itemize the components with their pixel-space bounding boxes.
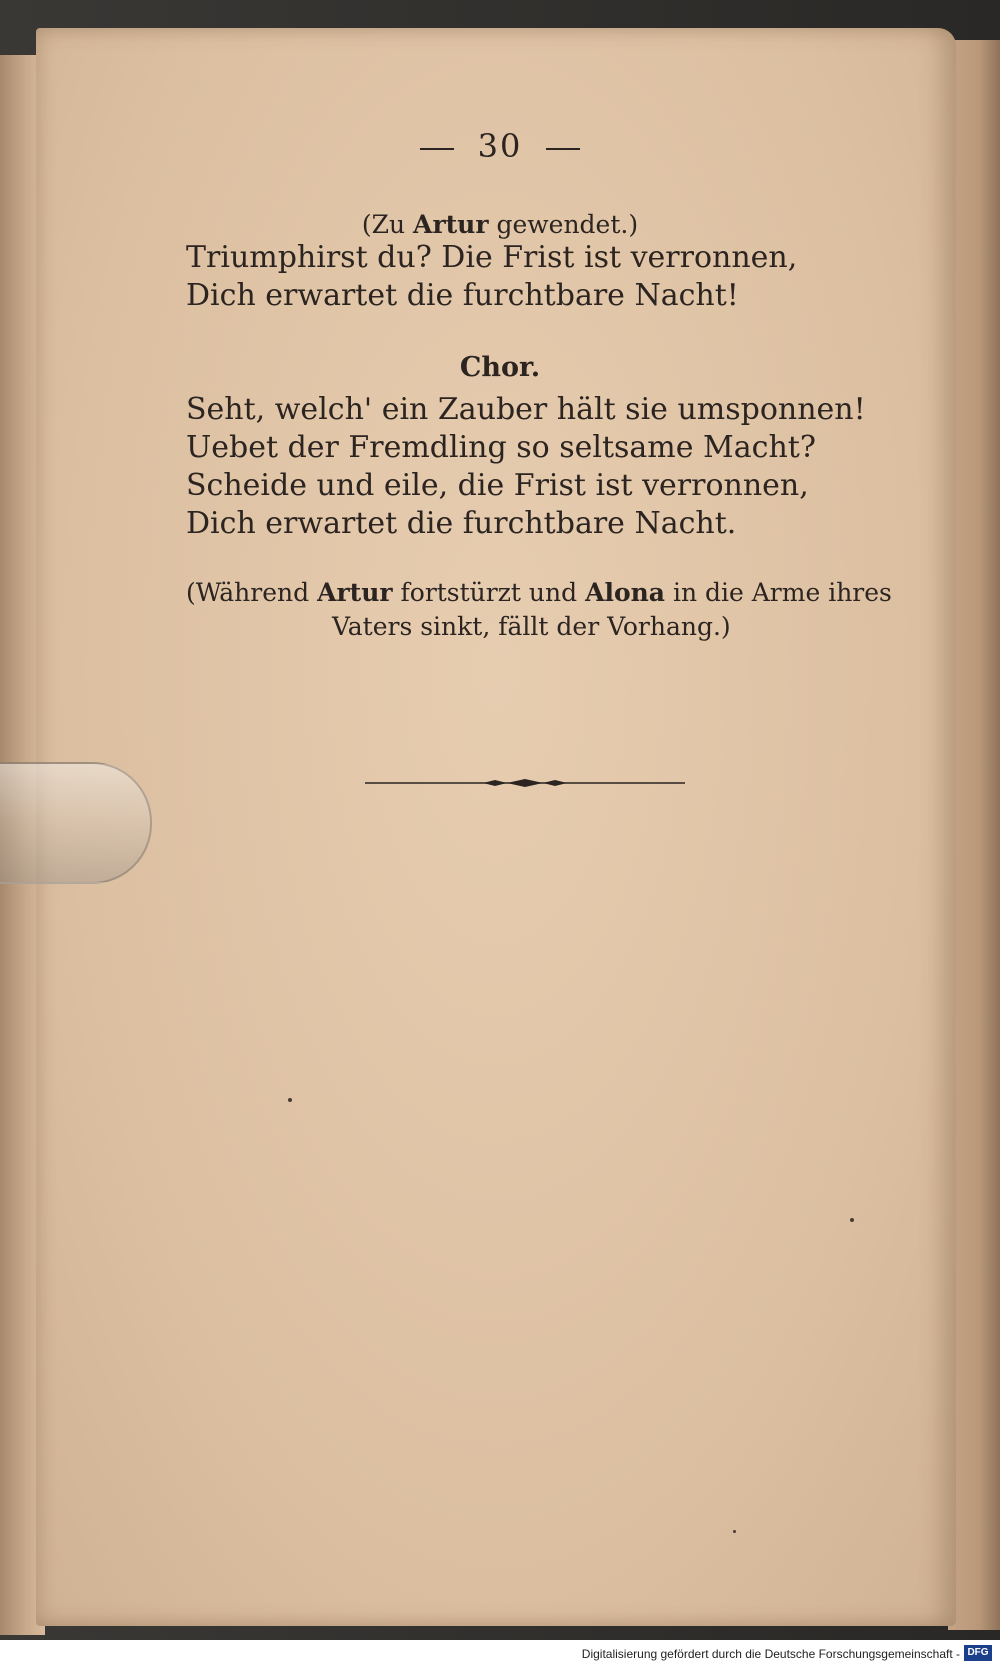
paper-speck (733, 1530, 736, 1533)
closing-name-2: Alona (585, 578, 666, 607)
page-number (0, 127, 1000, 165)
stage-direction-name: Artur (413, 210, 489, 239)
stage-direction-open: (Zu (361, 210, 414, 239)
footer-credit: Digitalisierung gefördert durch die Deutsche Forschungsgemeinschaft - (581, 1647, 960, 1661)
verse-line: Uebet der Fremdling so seltsame Macht? (186, 430, 816, 465)
dash-right (546, 148, 580, 150)
verse-line: Seht, welch' ein Zauber hält sie umsponnen! (186, 392, 866, 427)
ornamental-divider (365, 778, 685, 788)
verse-line: Scheide und eile, die Frist ist verronnen, (186, 468, 809, 503)
page-number-value: 30 (477, 127, 523, 165)
closing-part-3: in die Arme ihres (665, 578, 892, 607)
closing-part-1: (Während (186, 578, 318, 607)
stage-direction (0, 210, 1000, 239)
closing-direction-line-1 (186, 578, 892, 607)
stage-direction-close: gewendet.) (488, 210, 639, 239)
bookmark-clip (0, 762, 152, 884)
paper-speck (850, 1218, 854, 1222)
closing-name-1: Artur (317, 578, 393, 607)
dfg-logo: DFG (964, 1645, 992, 1661)
closing-direction-line-2: Vaters sinkt, fällt der Vorhang.) (332, 612, 731, 641)
speaker-heading: Chor. (459, 352, 541, 383)
closing-part-2: fortstürzt und (392, 578, 586, 607)
dash-left (420, 148, 454, 150)
verse-line: Dich erwartet die furchtbare Nacht! (186, 278, 739, 313)
paper-speck (288, 1098, 292, 1102)
verse-line: Dich erwartet die furchtbare Nacht. (186, 506, 737, 541)
footer-bar (0, 1640, 1000, 1668)
verse-line: Triumphirst du? Die Frist ist verronnen, (186, 240, 798, 275)
